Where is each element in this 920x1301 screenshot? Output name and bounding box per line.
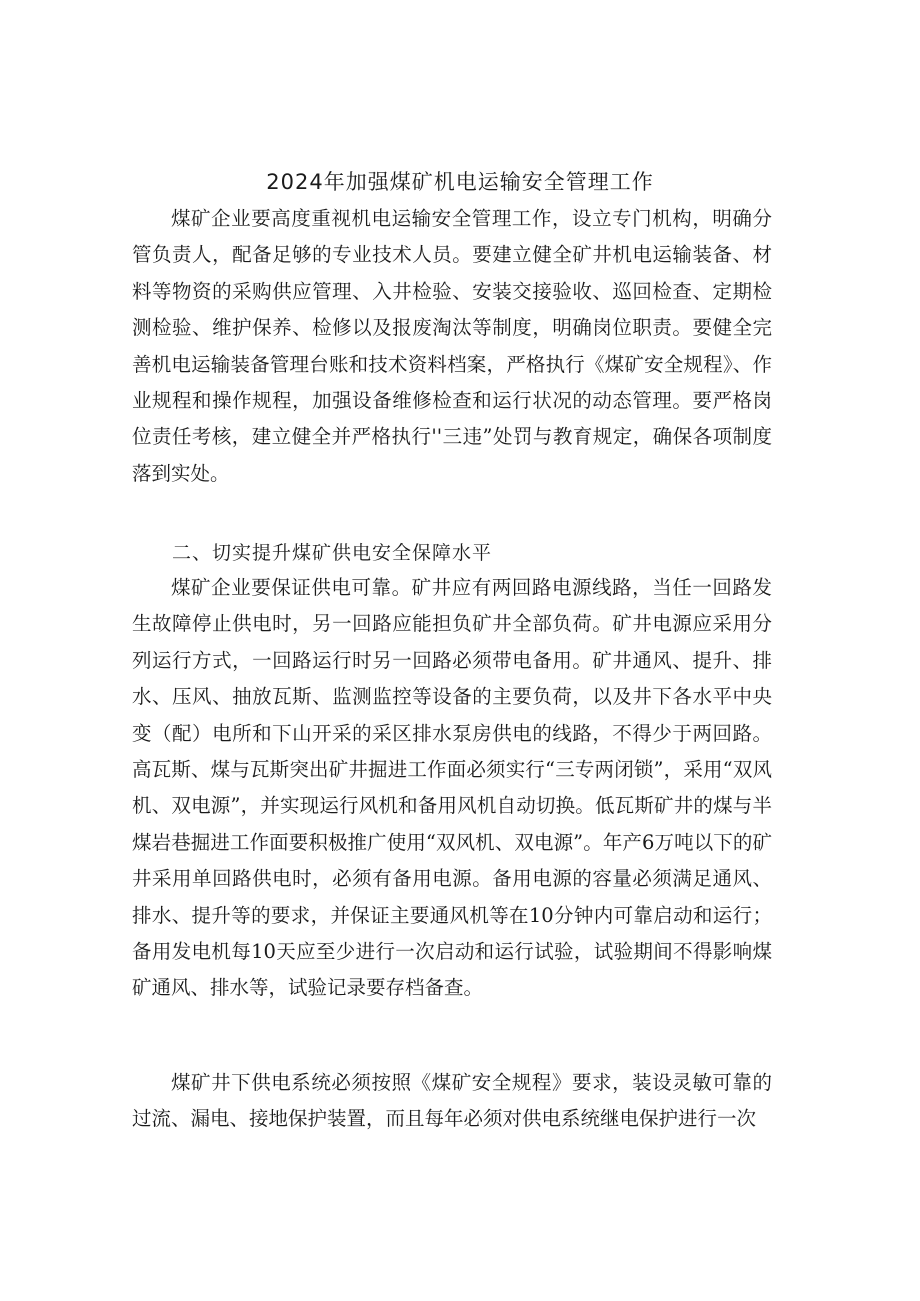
paragraph: 煤矿井下供电系统必须按照《煤矿安全规程》要求，装设灵敏可靠的过流、漏电、接地保护装置，而且每年必须对供电系统继电保护进行一次	[132, 1071, 772, 1131]
paragraph: 煤矿企业要高度重视机电运输安全管理工作，设立专门机构，明确分管负责人，配备足够的专业技术人员。要建立健全矿井机电运输装备、材料等物资的采购供应管理、入井检验、安装交接验收、巡回检查、定期检测检验、维护保养、检修以及报废淘汰等制度，明确岗位职责。要健全完善机电运输装备管理台账和技术资料档案，严格执行《煤矿安全规程》、作业规程和操作规程，加强设备维修检查和运行状况的动态管理。要严格岗位责任考核，建立健全并严格执行''三违”处罚与教育规定，确保各项制度落到实处。	[132, 207, 772, 485]
document-title: 2024年加强煤矿机电运输安全管理工作	[266, 170, 654, 194]
paragraph-block-3	[132, 1065, 772, 1138]
paragraph-block-1	[132, 201, 772, 492]
paragraph: 煤矿企业要保证供电可靠。矿井应有两回路电源线路，当任一回路发生故障停止供电时，另一回路应能担负矿井全部负荷。矿井电源应采用分列运行方式，一回路运行时另一回路必须带电备用。矿井通风、提升、排水、压风、抽放瓦斯、监测监控等设备的主要负荷，以及井下各水平中央变（配）电所和下山开采的采区排水泵房供电的线路，不得少于两回路。高瓦斯、煤与瓦斯突出矿井掘进工作面必须实行“三专两闭锁”，采用“双风机、双电源”，并实现运行风机和备用风机自动切换。低瓦斯矿井的煤与半煤岩巷掘进工作面要积极推广使用“双风机、双电源”。年产6万吨以下的矿井采用单回路供电时，必须有备用电源。备用电源的容量必须满足通风、排水、提升等的要求，并保证主要通风机等在10分钟内可靠启动和运行；备用发电机每10天应至少进行一次启动和运行试验，试验期间不得影响煤矿通风、排水等，试验记录要存档备查。	[132, 576, 772, 1000]
paragraph-block-2	[132, 570, 772, 1007]
section-heading: 二、切实提升煤矿供电安全保障水平	[172, 542, 493, 564]
